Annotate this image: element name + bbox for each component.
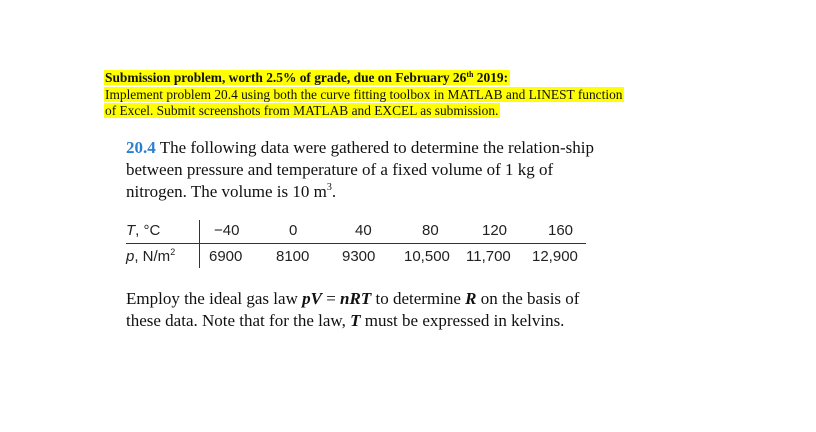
table-cell: 11,700 — [466, 248, 511, 265]
table-cell: −40 — [214, 222, 240, 239]
table-row-pressure — [126, 244, 586, 270]
table-cell: 8100 — [276, 248, 310, 265]
table-cell: 0 — [289, 222, 298, 239]
submission-banner — [104, 70, 624, 120]
table-cell: 6900 — [209, 248, 243, 265]
problem-text: The following data were gathered to determine the relation-ship between pressure and temperature of a fixed volume of 1 kg of nitrogen. The volume is 10 m — [126, 138, 594, 201]
submission-heading: Submission problem, worth 2.5% of grade, due on February 26th 2019: — [105, 70, 509, 85]
table-cell: 12,900 — [532, 248, 578, 265]
table-cell: 120 — [482, 222, 508, 239]
table-cell: 40 — [355, 222, 372, 239]
data-table — [126, 218, 586, 270]
problem-number: 20.4 — [126, 138, 156, 157]
table-cell: 80 — [422, 222, 439, 239]
row-label-pressure: p, $N/m^2$ — [126, 247, 176, 265]
table-cell: 160 — [548, 222, 574, 239]
table-row-temperature — [126, 218, 586, 244]
submission-line-3: of Excel. Submit screenshots from MATLAB and EXCEL as submission. — [105, 103, 499, 118]
submission-line-2: Implement problem 20.4 using both the curve fitting toolbox in MATLAB and LINEST function — [105, 86, 623, 102]
table-cell: 9300 — [342, 248, 376, 265]
instruction-paragraph: Employ the ideal gas law pV = nRT to determine R on the basis of these data. Note that for the law, T must be expressed in kelvins. — [126, 289, 580, 330]
problem-text-end: . — [331, 182, 337, 201]
row-label-temperature: T, °C — [126, 222, 161, 239]
problem-statement — [126, 137, 596, 203]
table-cell: 10,500 — [404, 248, 450, 265]
problem-text-sup: 3 — [326, 182, 332, 193]
